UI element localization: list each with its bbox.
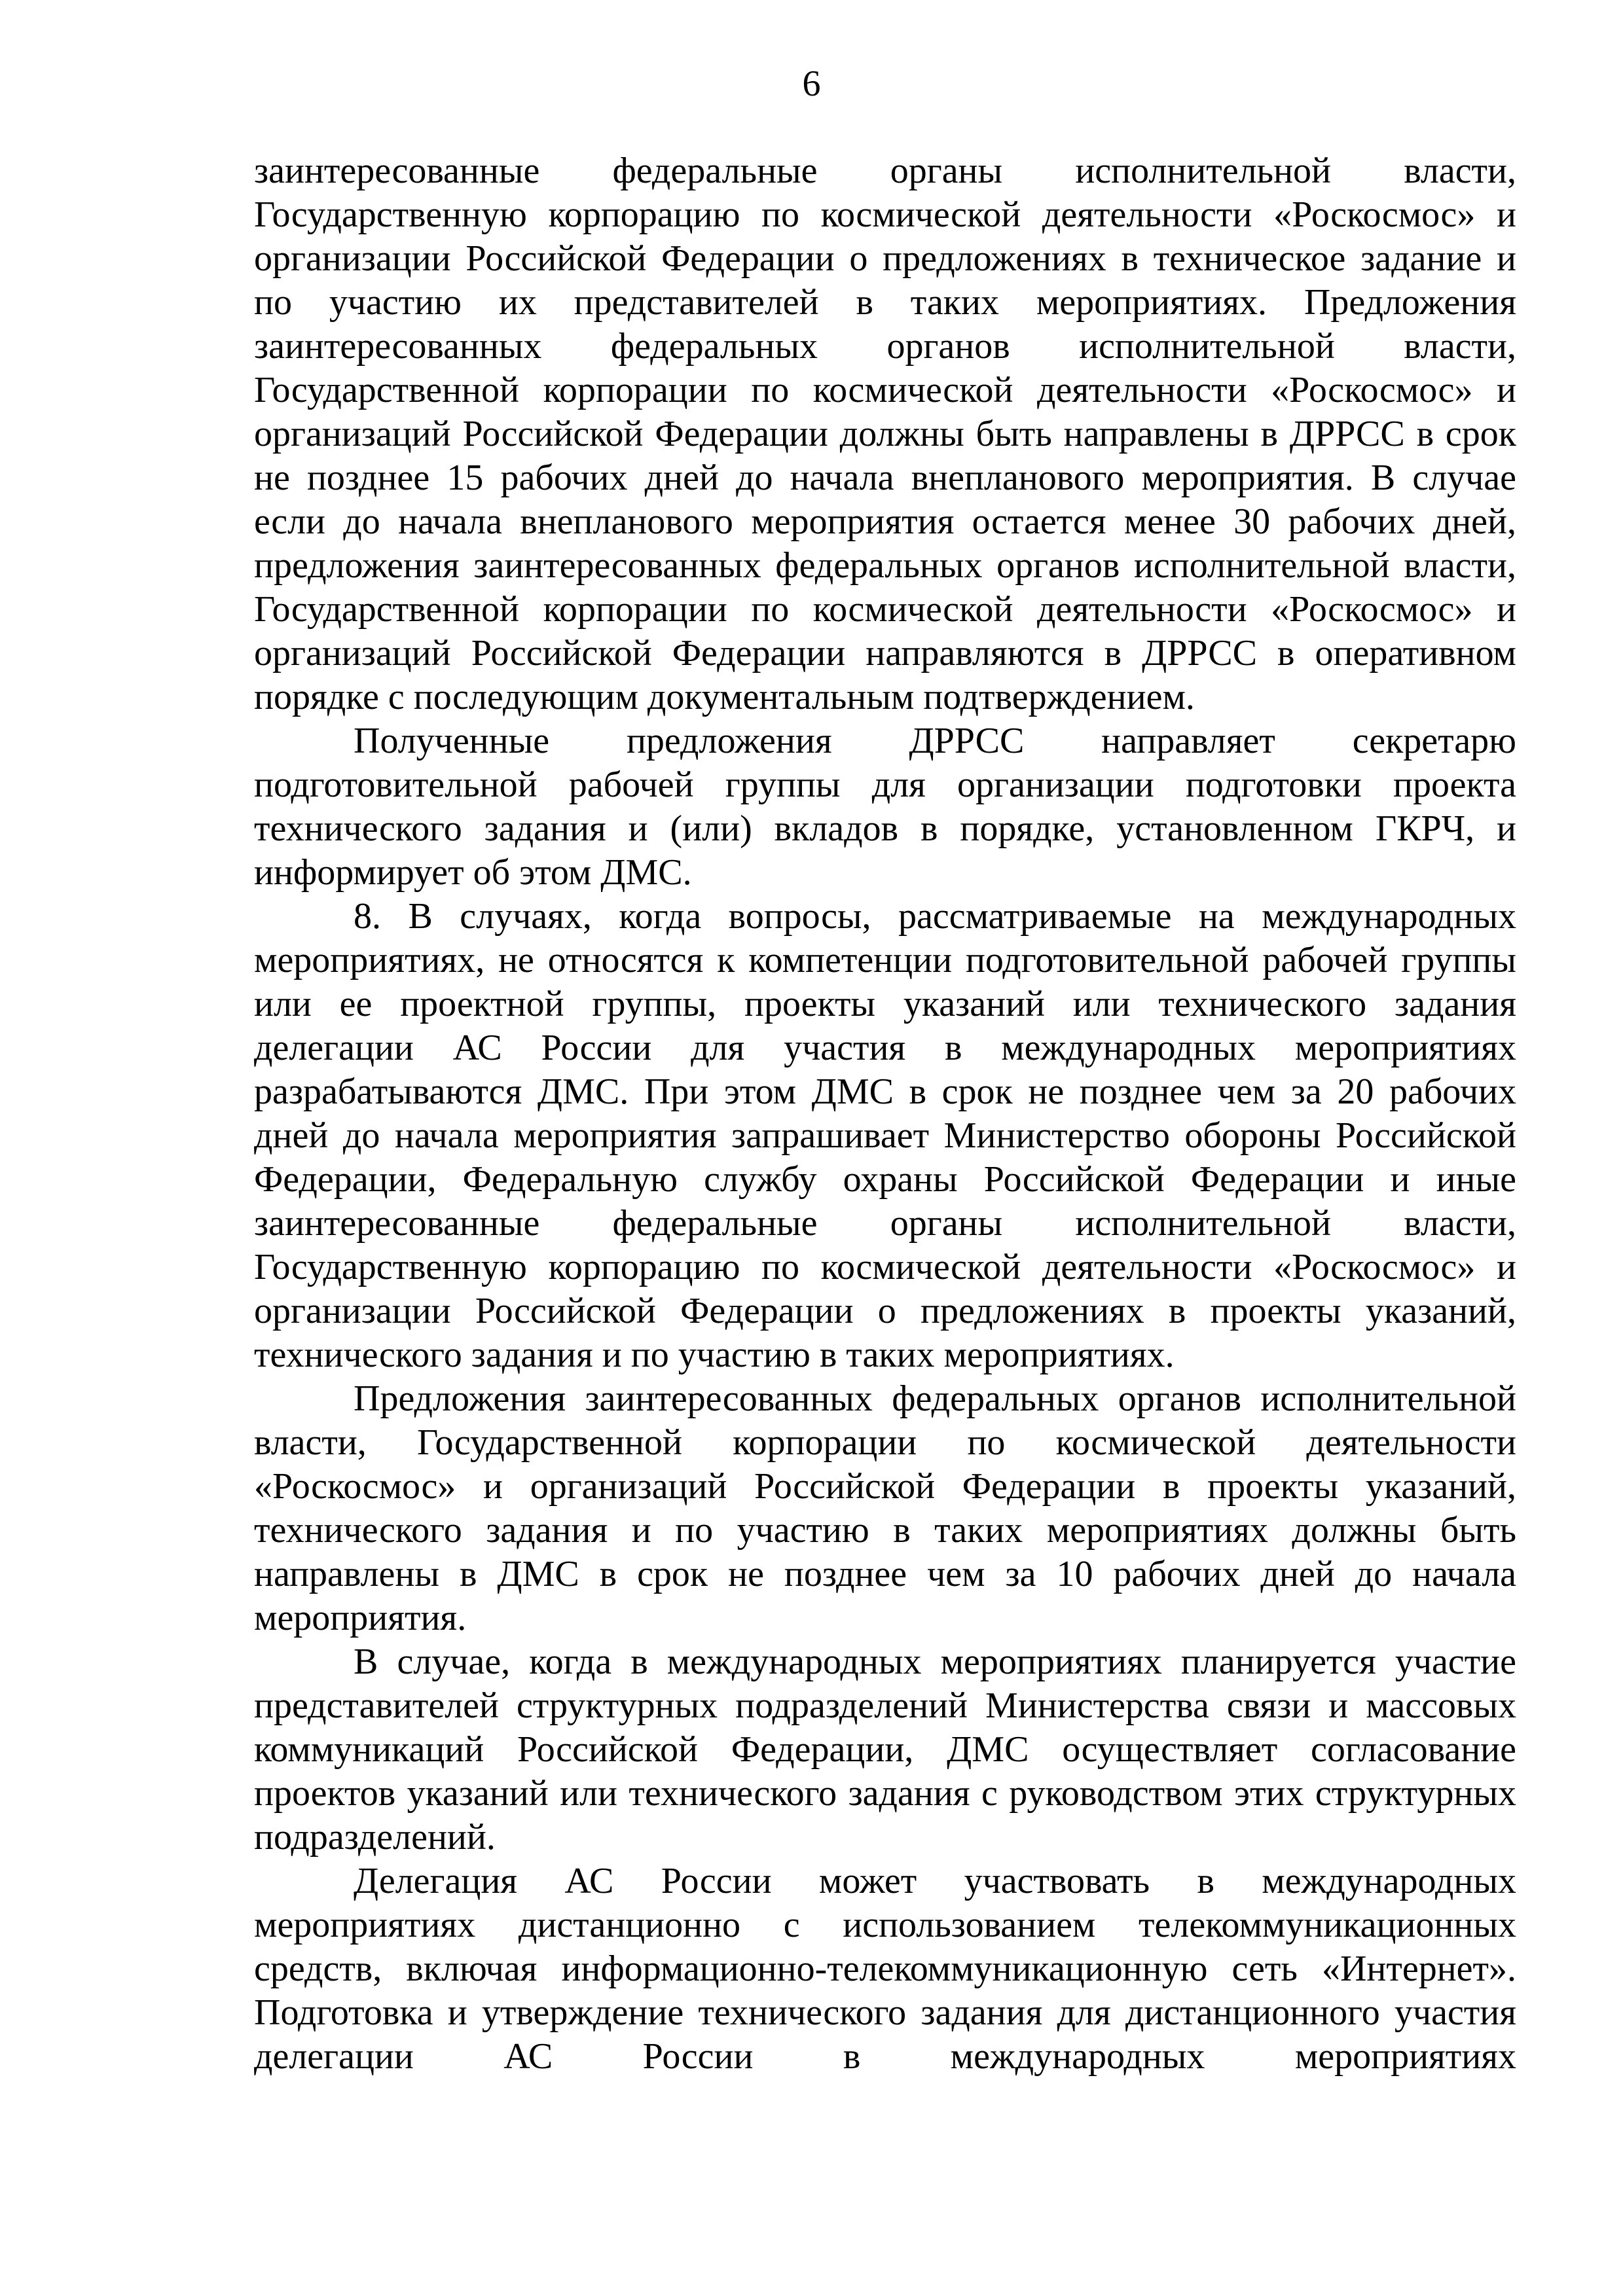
- paragraph-ministry-participation: В случае, когда в международных мероприятиях планируется участие представителей структурных подразделений Министерства связи и массовых коммуникаций Российской Федерации, ДМС осуществляет согласование проектов указаний или технического задания с руководством этих структурных подразделений.: [254, 1641, 1516, 1857]
- paragraph-continuation: заинтересованные федеральные органы исполнительной власти, Государственную корпорацию по космической деятельности «Роскосмос» и организации Российской Федерации о предложениях в техническое задание и по участию их представителей в таких мероприятиях. Предложения заинтересованных федеральных органов исполнительной власти, Государственной корпорации по космической деятельности «Роскосмос» и организаций Российской Федерации должны быть направлены в ДРРСС в срок не позднее 15 рабочих дней до начала внепланового мероприятия. В случае если до начала внепланового мероприятия остается менее 30 рабочих дней, предложения заинтересованных федеральных органов исполнительной власти, Государственной корпорации по космической деятельности «Роскосмос» и организаций Российской Федерации направляются в ДРРСС в оперативном порядке с последующим документальным подтверждением.: [254, 151, 1516, 717]
- document-body: [254, 149, 1516, 2079]
- paragraph-received-proposals: Полученные предложения ДРРСС направляет секретарю подготовительной рабочей группы для организации подготовки проекта технического задания и (или) вкладов в порядке, установленном ГКРЧ, и информирует об этом ДМС.: [254, 721, 1516, 893]
- paragraph-proposals-deadline: Предложения заинтересованных федеральных органов исполнительной власти, Государственной корпорации по космической деятельности «Роскосмос» и организаций Российской Федерации в проекты указаний, технического задания и по участию в таких мероприятиях должны быть направлены в ДМС в срок не позднее чем за 10 рабочих дней до начала мероприятия.: [254, 1378, 1516, 1638]
- paragraph-remote-participation: Делегация АС России может участвовать в международных мероприятиях дистанционно с использованием телекоммуникационных средств, включая информационно-телекоммуникационную сеть «Интернет». Подготовка и утверждение технического задания для дистанционного участия делегации АС России в международных мероприятиях: [254, 1861, 1516, 2077]
- paragraph-item-8: 8. В случаях, когда вопросы, рассматриваемые на международных мероприятиях, не относятся к компетенции подготовительной рабочей группы или ее проектной группы, проекты указаний или технического задания делегации АС России для участия в международных мероприятиях разрабатываются ДМС. При этом ДМС в срок не позднее чем за 20 рабочих дней до начала мероприятия запрашивает Министерство обороны Российской Федерации, Федеральную службу охраны Российской Федерации и иные заинтересованные федеральные органы исполнительной власти, Государственную корпорацию по космической деятельности «Роскосмос» и организации Российской Федерации о предложениях в проекты указаний, технического задания и по участию в таких мероприятиях.: [254, 896, 1516, 1375]
- page-number: 6: [802, 63, 821, 104]
